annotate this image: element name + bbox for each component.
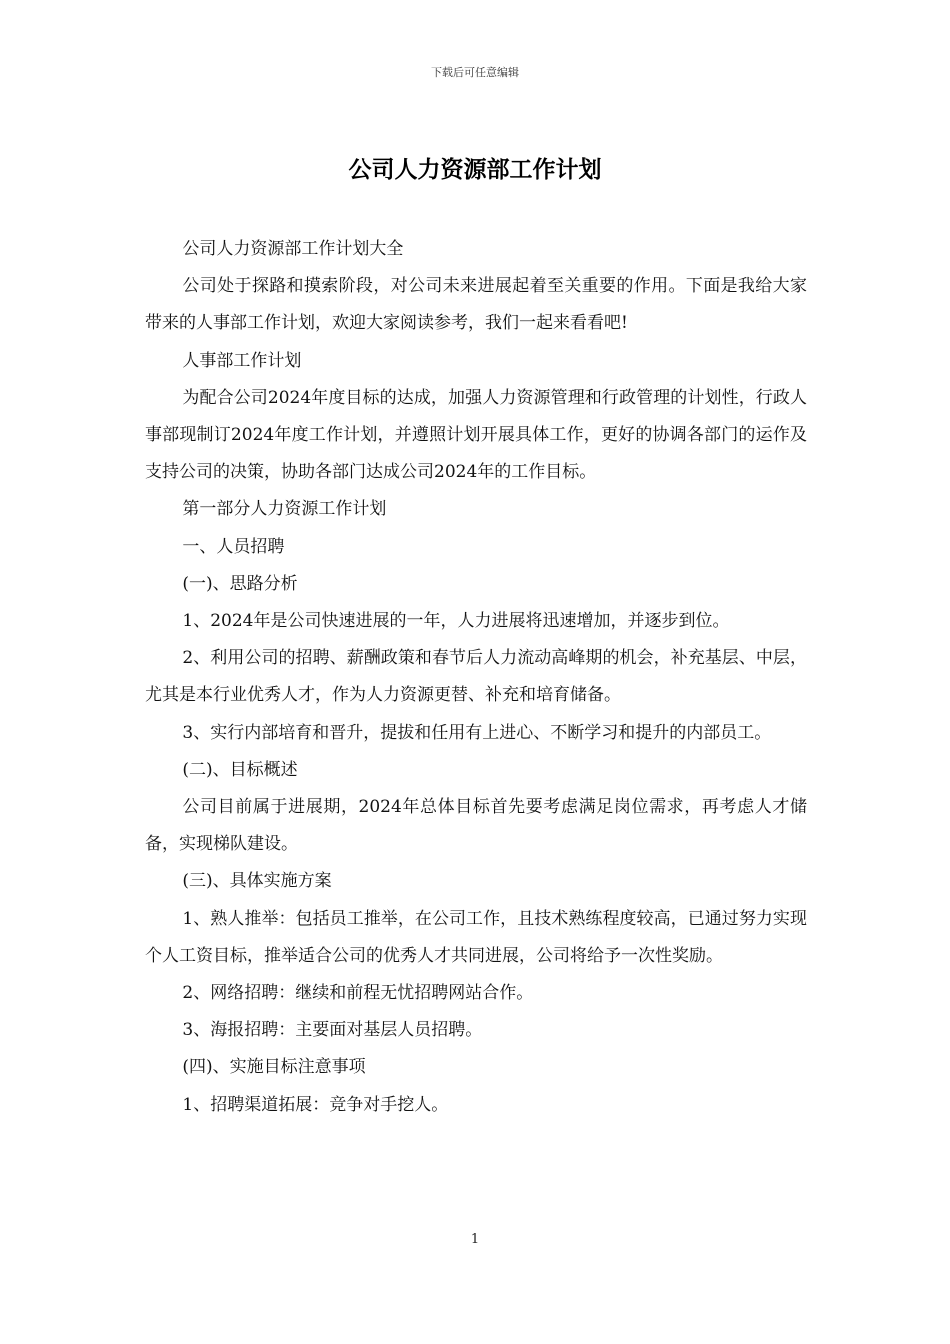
document-body bbox=[145, 231, 807, 1124]
paragraph: 3、海报招聘：主要面对基层人员招聘。 bbox=[182, 1020, 483, 1041]
paragraph: (二)、目标概述 bbox=[182, 759, 298, 780]
page-number: 1 bbox=[470, 1232, 480, 1247]
paragraph: (三)、具体实施方案 bbox=[182, 871, 332, 892]
paragraph: 3、实行内部培育和晋升，提拔和任用有上进心、不断学习和提升的内部员工。 bbox=[182, 722, 772, 743]
header-note: 下载后可任意编辑 bbox=[431, 66, 519, 79]
paragraph: 人事部工作计划 bbox=[182, 350, 302, 371]
document-title: 公司人力资源部工作计划 bbox=[348, 156, 602, 183]
paragraph: 2、网络招聘：继续和前程无忧招聘网站合作。 bbox=[182, 983, 534, 1004]
paragraph: 1、2024年是公司快速进展的一年，人力进展将迅速增加，并逐步到位。 bbox=[182, 611, 730, 632]
paragraph: 2、利用公司的招聘、薪酬政策和春节后人力流动高峰期的机会，补充基层、中层，尤其是本行业优秀人才，作为人力资源更替、补充和培育储备。 bbox=[145, 648, 807, 706]
paragraph: 公司人力资源部工作计划大全 bbox=[182, 239, 404, 259]
paragraph: 公司目前属于进展期，2024年总体目标首先要考虑满足岗位需求，再考虑人才储备，实现梯队建设。 bbox=[145, 797, 807, 855]
paragraph: 1、招聘渠道拓展：竞争对手挖人。 bbox=[182, 1094, 449, 1115]
paragraph: (四)、实施目标注意事项 bbox=[182, 1057, 366, 1078]
paragraph: 第一部分人力资源工作计划 bbox=[182, 499, 387, 520]
paragraph: 1、熟人推举：包括员工推举，在公司工作，且技术熟练程度较高，已通过努力实现个人工资目标，推举适合公司的优秀人才共同进展，公司将给予一次性奖励。 bbox=[145, 908, 807, 966]
paragraph: 公司处于探路和摸索阶段，对公司未来进展起着至关重要的作用。下面是我给大家带来的人事部工作计划，欢迎大家阅读参考，我们一起来看看吧! bbox=[145, 276, 807, 334]
paragraph: 为配合公司2024年度目标的达成，加强人力资源管理和行政管理的计划性，行政人事部现制订2024年度工作计划，并遵照计划开展具体工作，更好的协调各部门的运作及支持公司的决策，协助各部门达成公司2024年的工作目标。 bbox=[145, 387, 807, 483]
paragraph: 一、人员招聘 bbox=[182, 536, 285, 557]
paragraph: (一)、思路分析 bbox=[182, 573, 298, 594]
